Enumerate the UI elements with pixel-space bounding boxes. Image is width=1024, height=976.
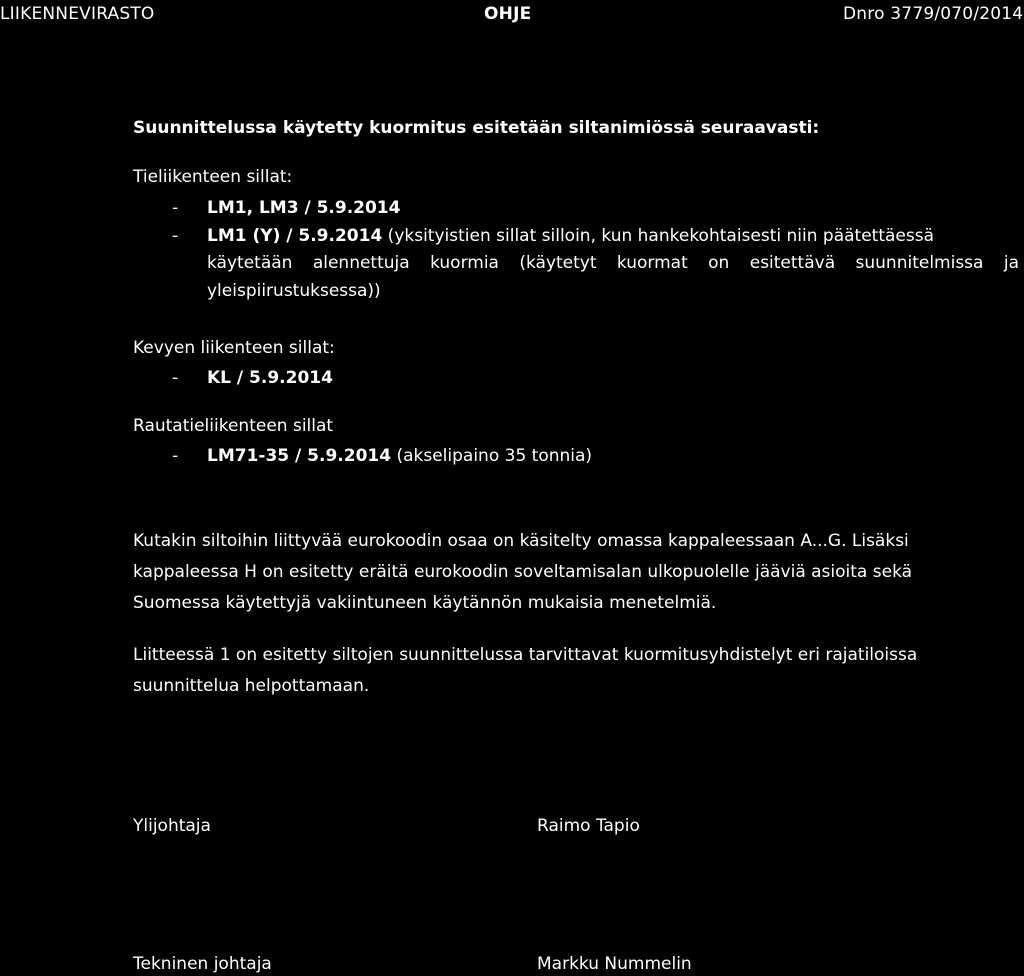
road-item-2-line-2: käytetään alennettuja kuormia (käytetyt kuormat on esitettävä suunnitelmissa ja [207, 253, 1019, 273]
bullet-dash: - [172, 198, 179, 218]
paragraph-2-line-2: suunnittelua helpottamaan. [133, 676, 370, 696]
intro-heading: Suunnittelussa käytetty kuormitus esitetään siltanimiössä seuraavasti: [133, 118, 820, 138]
signature-title-2: Tekninen johtaja [133, 954, 272, 974]
bullet-dash: - [172, 446, 179, 466]
rail-bridges-title: Rautatieliikenteen sillat [133, 416, 334, 436]
road-bridges-title: Tieliikenteen sillat: [133, 167, 293, 187]
signature-name-1: Raimo Tapio [537, 816, 640, 836]
road-item-2-text: (yksityistien sillat silloin, kun hankekohtaisesti niin päätettäessä [382, 226, 934, 246]
document-type: OHJE [484, 4, 532, 24]
paragraph-2-line-1: Liitteessä 1 on esitetty siltojen suunnittelussa tarvittavat kuormitusyhdistelyt eri rajatiloissa [133, 645, 918, 665]
road-item-1: LM1, LM3 / 5.9.2014 [207, 198, 401, 218]
signature-title-1: Ylijohtaja [133, 816, 211, 836]
paragraph-1-line-2: kappaleessa H on esitetty eräitä eurokoodin soveltamisalan ulkopuolelle jääviä asioita sekä [133, 562, 913, 582]
paragraph-1-line-3: Suomessa käytettyjä vakiintuneen käytännön mukaisia menetelmiä. [133, 593, 717, 613]
rail-item-1-text: (akselipaino 35 tonnia) [391, 446, 593, 466]
road-item-2-line-1 [207, 226, 934, 246]
light-item-1: KL / 5.9.2014 [207, 368, 333, 388]
rail-item-1 [207, 446, 592, 466]
light-bridges-title: Kevyen liikenteen sillat: [133, 338, 335, 358]
bullet-dash: - [172, 368, 179, 388]
road-item-2-line-3: yleispiirustuksessa)) [207, 281, 381, 301]
document-number: Dnro 3779/070/2014 [843, 4, 1024, 24]
bullet-dash: - [172, 226, 179, 246]
road-item-2-label: LM1 (Y) / 5.9.2014 [207, 226, 383, 246]
paragraph-1 [133, 526, 993, 619]
organization-name: LIIKENNEVIRASTO [0, 4, 155, 24]
signature-name-2: Markku Nummelin [537, 954, 692, 974]
paragraph-1-line-1: Kutakin siltoihin liittyvää eurokoodin osaa on käsitelty omassa kappaleessaan A...G. Lisäksi [133, 531, 909, 551]
paragraph-2 [133, 640, 993, 702]
rail-item-1-label: LM71-35 / 5.9.2014 [207, 446, 392, 466]
